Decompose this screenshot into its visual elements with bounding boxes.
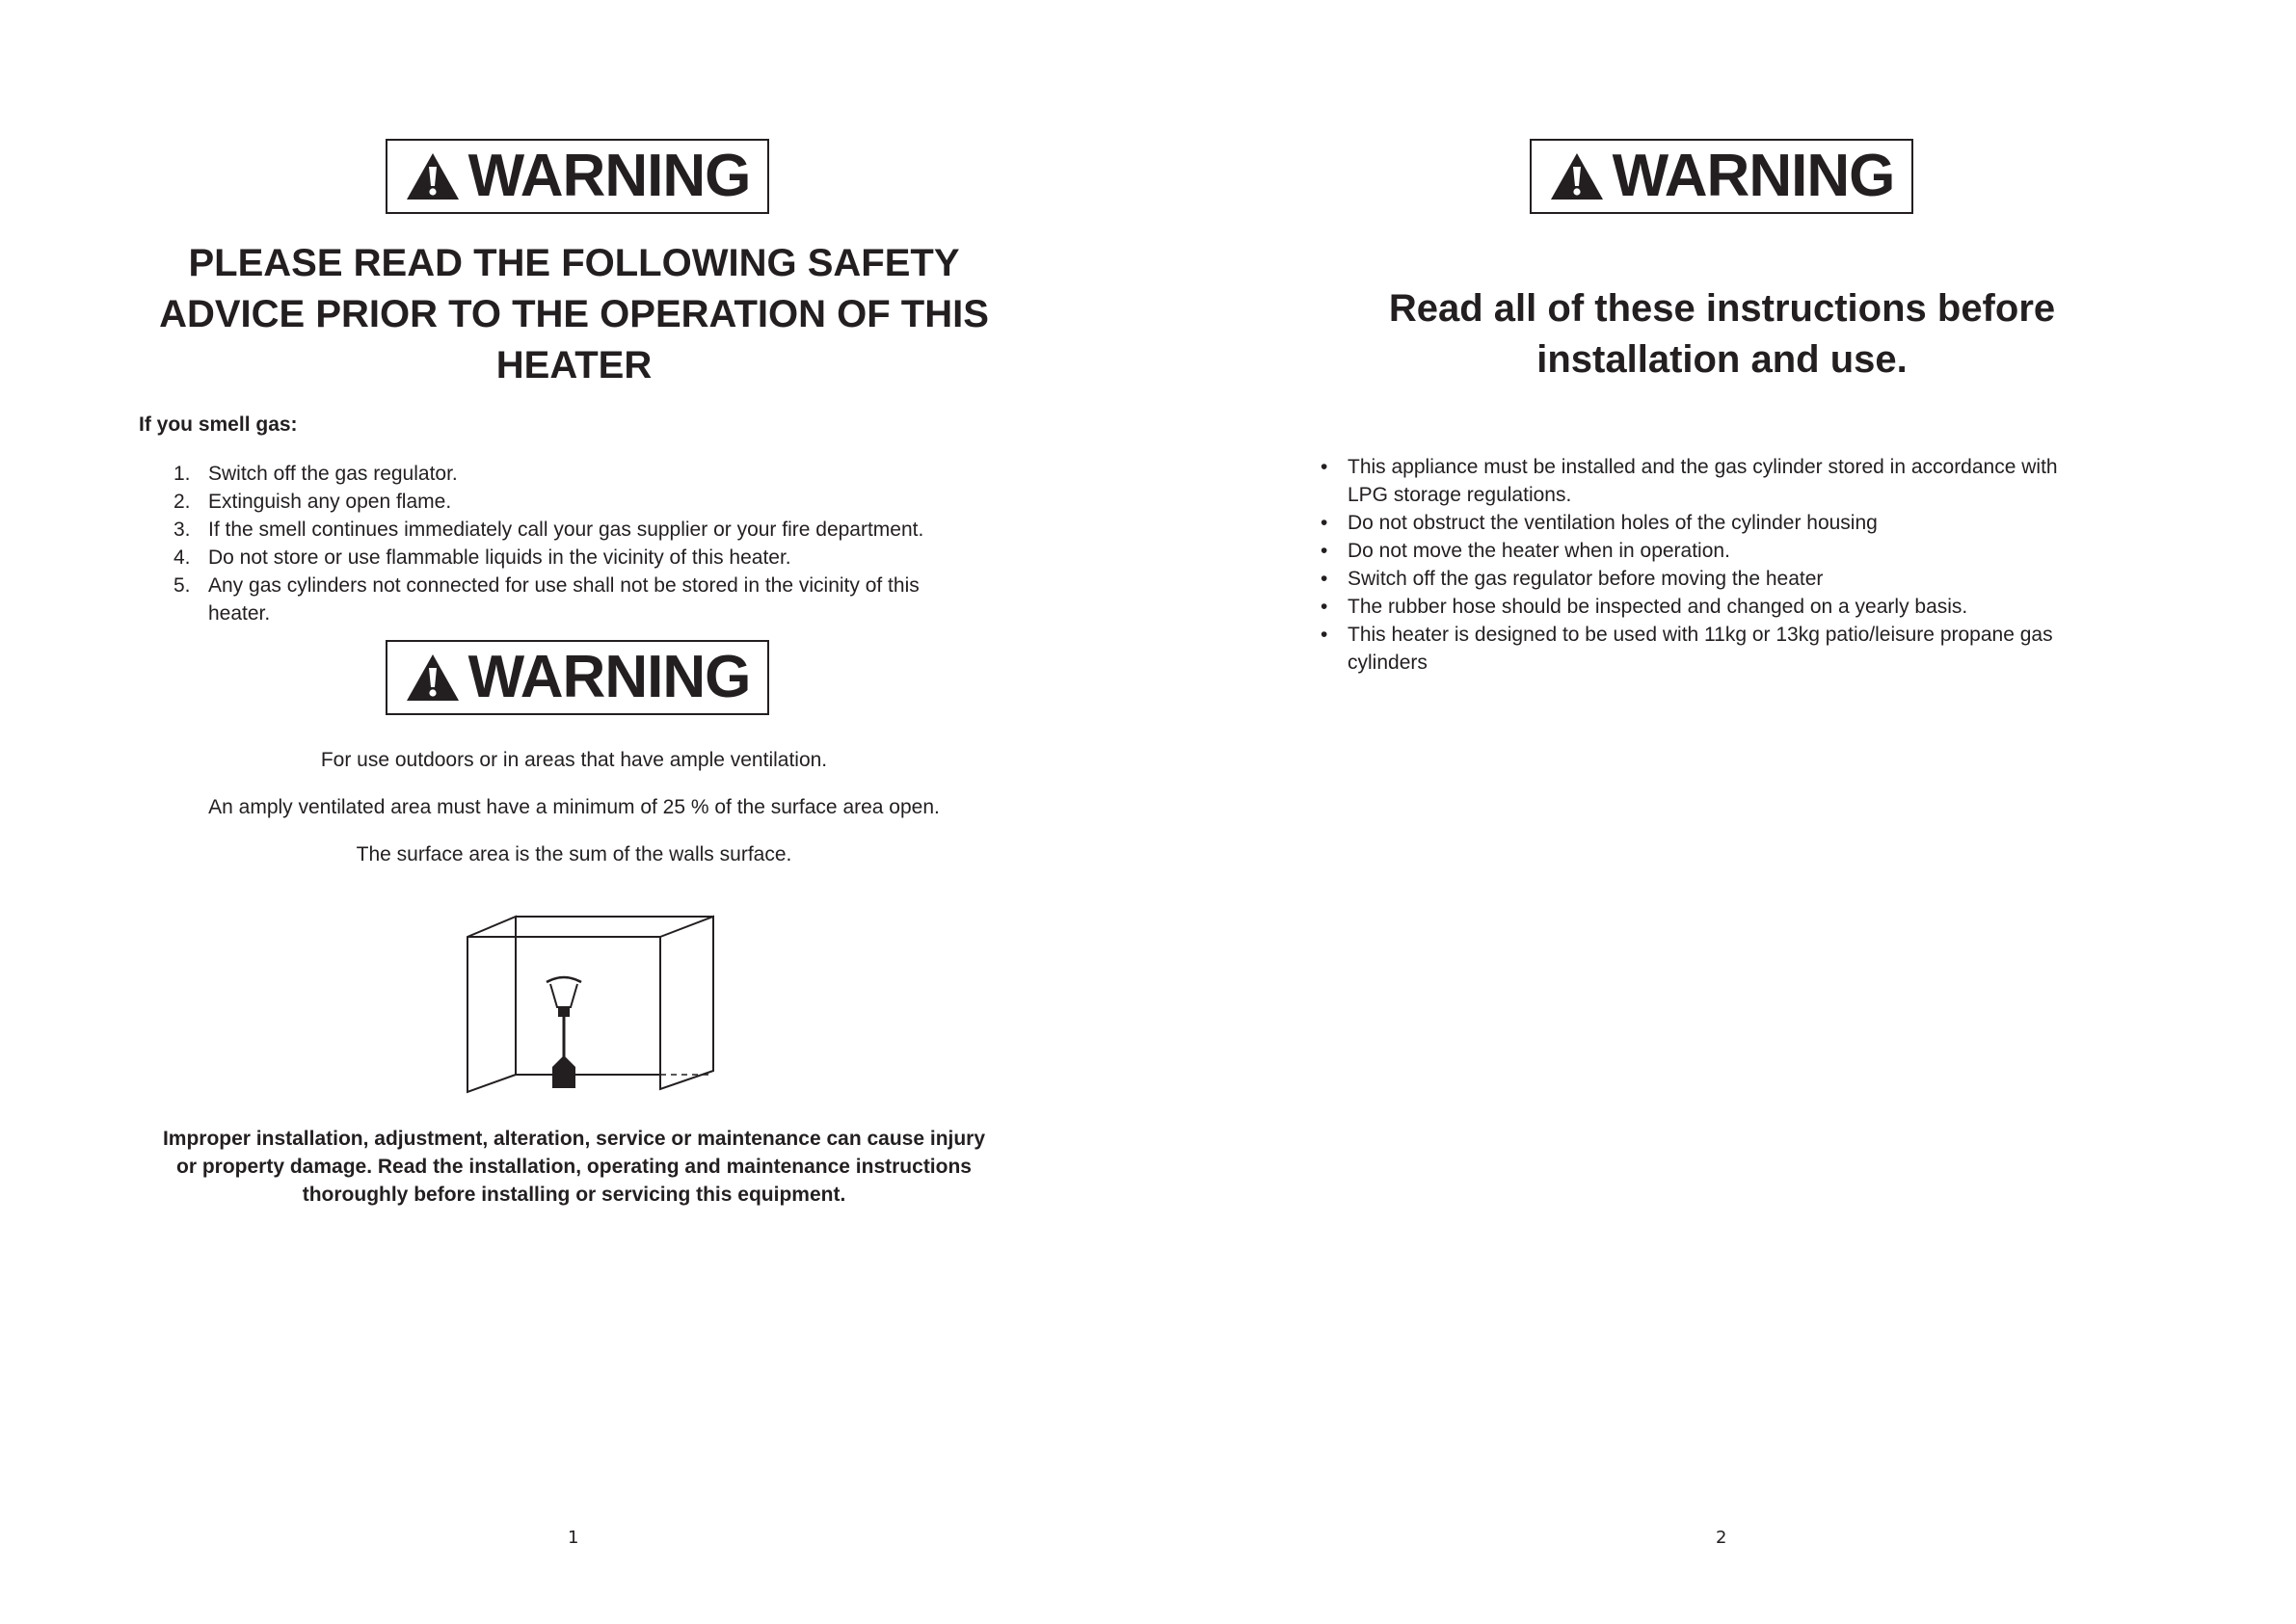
smell-gas-label: If you smell gas: [139,413,298,436]
bullet-text: cylinders [1348,652,1428,674]
warning-triangle-icon [405,151,461,201]
ventilation-text: An amply ventilated area must have a minimum of 25 % of the surface area open. [208,796,940,818]
list-item [1321,621,2111,677]
page-number: 1 [568,1528,579,1548]
bullet-text: Do not obstruct the ventilation holes of the cylinder housing [1348,512,1878,534]
bullet-icon: • [1321,512,1328,534]
list-item [174,572,1022,627]
list-item [174,488,1022,516]
improper-line: Improper installation, adjustment, alteration, service or maintenance can cause injury [162,1128,986,1150]
smell-gas-steps [174,460,1022,627]
bullet-text: Switch off the gas regulator before moving the heater [1348,568,1824,590]
bullet-text: Do not move the heater when in operation. [1348,540,1730,562]
bullet-icon: • [1321,596,1328,618]
patio-heater-icon [547,977,581,1088]
list-item [1321,593,2111,621]
step-text: Switch off the gas regulator. [208,463,458,485]
step-text: Extinguish any open flame. [208,491,452,513]
step-number: 3. [174,519,191,541]
bullet-text: The rubber hose should be inspected and changed on a yearly basis. [1348,596,1968,618]
bullet-icon: • [1321,456,1328,478]
list-item [1321,509,2111,537]
improper-line: or property damage. Read the installation, operating and maintenance instructions [176,1156,972,1178]
warning-banner-middle [386,640,769,715]
warning-triangle-icon [405,652,461,703]
ventilation-text: For use outdoors or in areas that have ample ventilation. [320,749,828,771]
page-number: 2 [1716,1528,1727,1548]
warning-triangle-icon [1549,151,1605,201]
step-number: 4. [174,546,191,569]
bullet-icon: • [1321,624,1328,646]
improper-line: thoroughly before installing or servicing this equipment. [302,1184,846,1206]
heater-enclosure-illustration [463,911,718,1094]
safety-heading [106,238,1042,391]
instructions-heading-line: installation and use. [1536,338,1908,381]
step-number: 5. [174,574,191,597]
warning-text: WARNING [1612,143,1895,209]
safety-heading-line: ADVICE PRIOR TO THE OPERATION OF THIS [159,293,989,335]
bullet-text: This heater is designed to be used with 11kg or 13kg patio/leisure propane gas [1348,624,2053,646]
step-number: 1. [174,463,191,485]
instructions-heading [1254,283,2190,386]
warning-banner-top [1530,139,1913,214]
step-text: heater. [208,602,271,625]
list-item [1321,453,2111,509]
safety-heading-line: HEATER [495,344,653,386]
step-number: 2. [174,491,191,513]
warning-banner-top [386,139,769,214]
step-text: If the smell continues immediately call your gas supplier or your fire department. [208,519,924,541]
safety-heading-line: PLEASE READ THE FOLLOWING SAFETY [188,242,960,284]
warning-text: WARNING [467,644,751,710]
list-item [174,516,1022,544]
step-text: Do not store or use flammable liquids in the vicinity of this heater. [208,546,791,569]
list-item [174,544,1022,572]
list-item [174,460,1022,488]
safety-bullet-list [1321,453,2111,677]
step-text: Any gas cylinders not connected for use shall not be stored in the vicinity of this [208,574,920,597]
list-item [1321,565,2111,593]
list-item [1321,537,2111,565]
page-right [1148,0,2296,1624]
bullet-text: LPG storage regulations. [1348,484,1572,506]
bullet-icon: • [1321,540,1328,562]
instructions-heading-line: Read all of these instructions before [1388,287,2056,330]
bullet-text: This appliance must be installed and the gas cylinder stored in accordance with [1348,456,2058,478]
bullet-icon: • [1321,568,1328,590]
warning-text: WARNING [467,143,751,209]
improper-installation-warning [106,1125,1042,1209]
ventilation-text: The surface area is the sum of the walls surface. [356,843,792,865]
